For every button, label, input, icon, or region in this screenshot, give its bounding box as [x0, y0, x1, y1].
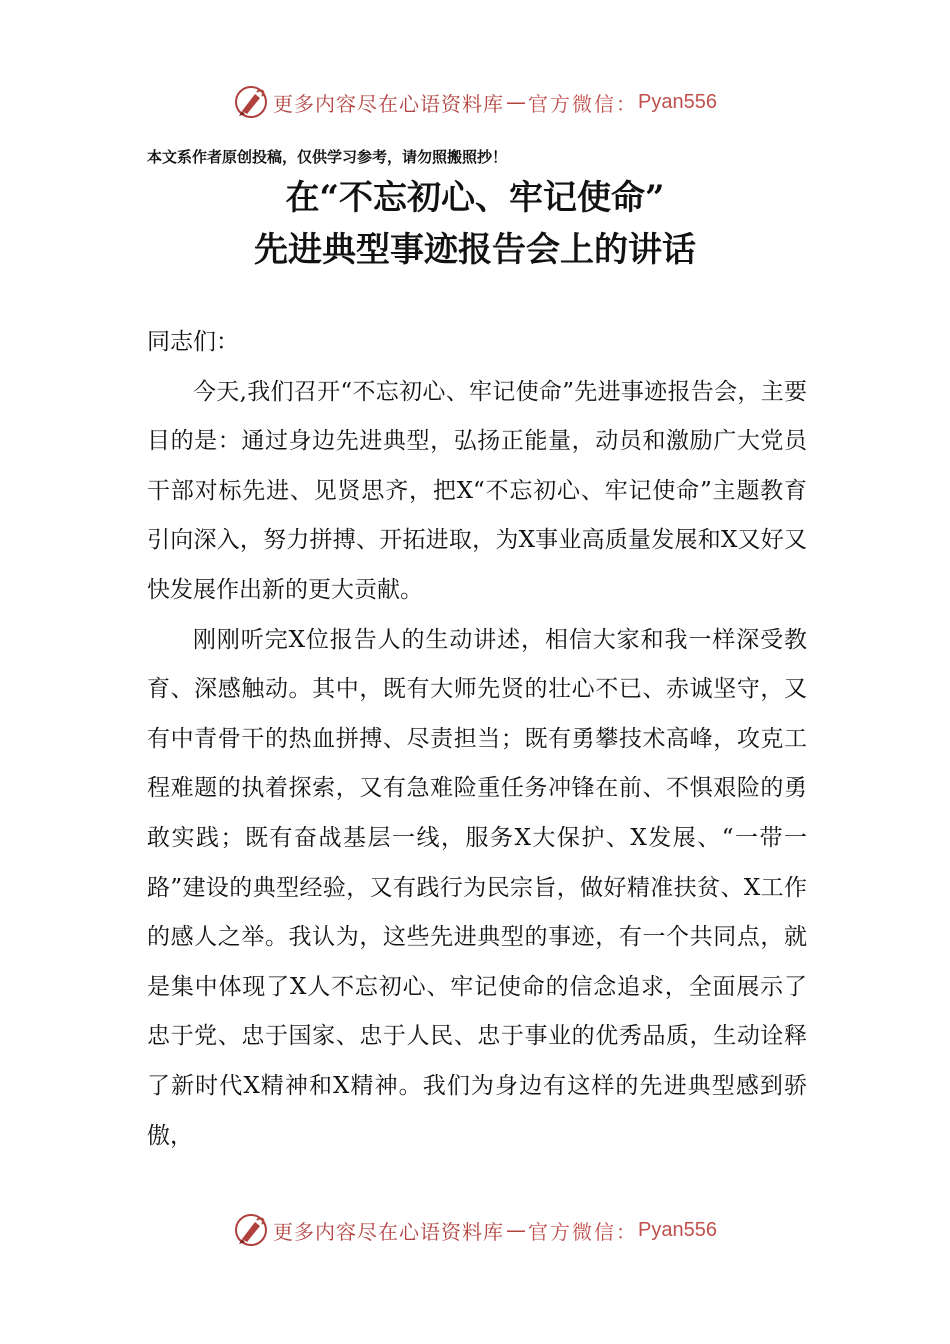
- pen-nib-icon: [233, 1212, 269, 1248]
- disclaimer: 本文系作者原创投稿，仅供学习参考，请勿照搬照抄！: [147, 148, 508, 166]
- banner-dash: —: [506, 90, 527, 114]
- banner-wechat-id: Pyan556: [638, 90, 717, 113]
- banner-official-label: 官方微信：: [528, 91, 639, 116]
- paragraph: 今天,我们召开“不忘初心、牢记使命”先进事迹报告会，主要目的是：通过身边先进典型，弘扬正能量，动员和激励广大党员干部对标先进、见贤思齐，把X“不忘初心、牢记使命”主题教育引向深入，努力拼搏、开拓进取，为X事业高质量发展和X又好又快发展作出新的更大贡献。: [147, 378, 807, 603]
- banner-wechat-id: Pyan556: [638, 1218, 717, 1241]
- salutation: 同志们：: [147, 329, 239, 355]
- document-title-line-2: 先进典型事迹报告会上的讲话: [254, 230, 696, 270]
- banner-text: 更多内容尽在心语资料库: [273, 91, 505, 116]
- banner-text: 更多内容尽在心语资料库: [273, 1219, 505, 1244]
- header-banner: [0, 82, 950, 122]
- banner-official-label: 官方微信：: [528, 1219, 639, 1244]
- document-title-line-1: 在“不忘初心、牢记使命”: [285, 178, 665, 218]
- footer-banner: [0, 1210, 950, 1250]
- paragraph: 刚刚听完X位报告人的生动讲述，相信大家和我一样深受教育、深感触动。其中，既有大师先贤的壮心不已、赤诚坚守，又有中青骨干的热血拼搏、尽责担当；既有勇攀技术高峰，攻克工程难题的执着探索，又有急难险重任务冲锋在前、不惧艰险的勇敢实践；既有奋战基层一线，服务X大保护、X发展、“一带一路”建设的典型经验，又有践行为民宗旨，做好精准扶贫、X工作的感人之举。我认为，这些先进典型的事迹，有一个共同点，就是集中体现了X人不忘初心、牢记使命的信念追求，全面展示了忠于党、忠于国家、忠于人民、忠于事业的优秀品质，生动诠释了新时代X精神和X精神。我们为身边有这样的先进典型感到骄傲，: [147, 626, 807, 1149]
- document-body: [147, 318, 807, 1161]
- banner-dash: —: [506, 1218, 527, 1242]
- pen-nib-icon: [233, 84, 269, 120]
